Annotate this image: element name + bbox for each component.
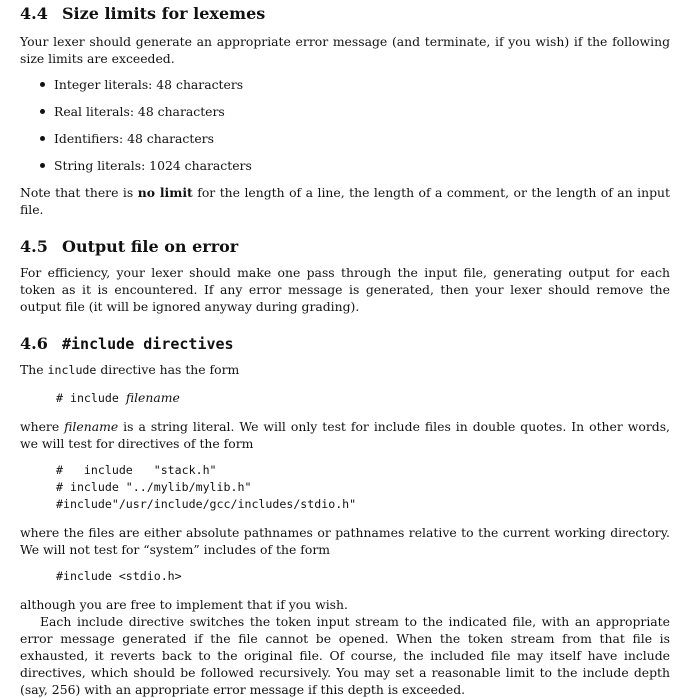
section-4-4-heading (20, 4, 670, 24)
output-file-body: For efficiency, your lexer should make one pass through the input file, generating output for each token as it is encountered. If any error message is generated, then your lexer should remove the output file (it will be ignored anyway during grading). (20, 265, 670, 314)
pathnames-description: where the files are either absolute pathnames or pathnames relative to the current working directory. We will not test for “system” includes of the form (20, 525, 670, 557)
body-text: where (20, 419, 65, 434)
list-item: Identifiers: 48 characters (20, 130, 670, 147)
section-4-5-heading (20, 237, 670, 257)
section-number: 4.6 (20, 334, 48, 353)
body-text: is a string literal. We will only test for include files in double quotes. In other words, we will test for directives of the form (20, 419, 670, 451)
inline-code: # include (56, 391, 126, 405)
section-number: 4.4 (20, 4, 48, 23)
size-limits-intro: Your lexer should generate an appropriate error message (and terminate, if you wish) if the following size limits are exceeded. (20, 34, 670, 66)
section-title: Size limits for lexemes (62, 4, 266, 23)
section-title: Output file on error (62, 237, 239, 256)
final-paragraph: Each include directive switches the token input stream to the indicated file, with an appropriate error message generated if the file cannot be opened. When the token stream from that file is exhausted, it reverts back to the original file. Of course, the included file may itself have include directives, which should be followed recursively. You may set a reasonable limit to the include depth (say, 256) with an appropriate error message if this depth is exceeded. (20, 614, 670, 697)
code-line: # include "stack.h" (56, 463, 217, 477)
code-line: #include"/usr/include/gcc/includes/stdio.h" (56, 497, 357, 511)
document-page (20, 4, 670, 698)
inline-code: include (47, 363, 97, 377)
list-item: String literals: 1024 characters (20, 157, 670, 174)
note-emphasis: no limit (137, 185, 193, 200)
note-text: for the length of a line, the length of a comment, or the length of an input file. (20, 185, 670, 217)
italic-term: filename (64, 419, 119, 434)
section-number: 4.5 (20, 237, 48, 256)
include-form-intro (20, 361, 670, 379)
body-text: directive has the form (96, 362, 240, 377)
size-limits-list (20, 76, 670, 174)
section-title: #include directives (62, 335, 234, 353)
size-limits-note (20, 184, 670, 218)
although-text: although you are free to implement that if you wish. (20, 597, 348, 612)
list-item: Integer literals: 48 characters (20, 76, 670, 93)
filename-description (20, 418, 670, 452)
include-examples-code (20, 462, 670, 513)
section-4-6-heading (20, 334, 670, 354)
code-line: # include "../mylib/mylib.h" (56, 480, 252, 494)
list-item: Real literals: 48 characters (20, 103, 670, 120)
include-syntax (20, 389, 670, 407)
note-text: Note that there is (20, 185, 138, 200)
system-include-code: #include <stdio.h> (56, 569, 182, 583)
italic-term: filename (125, 390, 180, 405)
body-text: The (20, 362, 48, 377)
